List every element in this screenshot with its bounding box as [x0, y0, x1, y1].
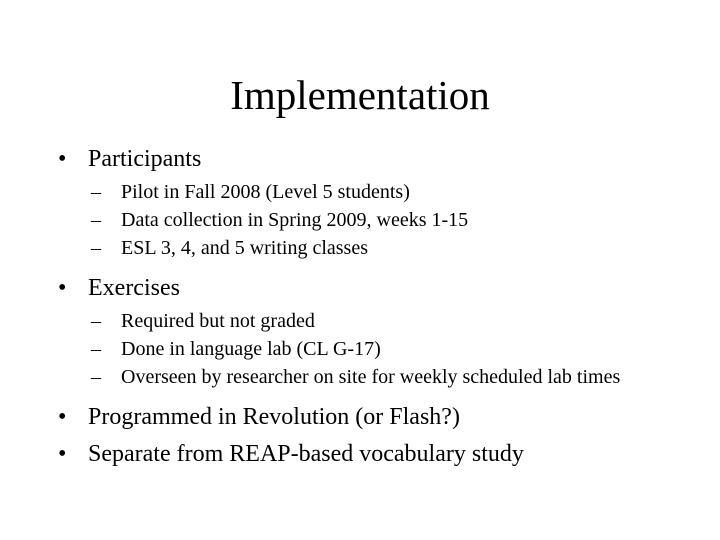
exercises-subitems — [58, 307, 698, 391]
bullet-marker: • — [58, 404, 67, 430]
sub-marker: – — [91, 209, 101, 231]
bullet-marker: • — [58, 441, 67, 467]
bullet-programmed — [58, 399, 698, 436]
sub-marker: – — [91, 338, 101, 360]
sub-item — [58, 307, 698, 335]
sub-marker: – — [91, 237, 101, 259]
sub-item-text: ESL 3, 4, and 5 writing classes — [121, 237, 369, 259]
bullet-label: Separate from REAP-based vocabulary study — [88, 441, 524, 467]
bullet-exercises — [58, 270, 698, 307]
bullet-marker: • — [58, 146, 67, 172]
bullet-label: Participants — [88, 146, 202, 172]
participants-subitems — [58, 178, 698, 262]
sub-item-text: Required but not graded — [121, 310, 315, 332]
sub-item — [58, 363, 698, 391]
sub-item-text: Data collection in Spring 2009, weeks 1-15 — [121, 209, 469, 231]
bullet-separate — [58, 436, 698, 473]
bullet-participants — [58, 141, 698, 178]
sub-marker: – — [91, 181, 101, 203]
bullet-marker: • — [58, 275, 67, 301]
sub-item — [58, 178, 698, 206]
sub-item — [58, 206, 698, 234]
bullet-label: Exercises — [88, 275, 180, 301]
sub-item — [58, 234, 698, 262]
slide-content — [58, 141, 698, 473]
sub-item-text: Pilot in Fall 2008 (Level 5 students) — [121, 181, 410, 203]
sub-item — [58, 335, 698, 363]
sub-marker: – — [91, 310, 101, 332]
sub-item-text: Done in language lab (CL G-17) — [121, 338, 381, 360]
slide-title: Implementation — [230, 72, 490, 118]
bullet-label: Programmed in Revolution (or Flash?) — [88, 404, 460, 430]
sub-marker: – — [91, 366, 101, 388]
sub-item-text: Overseen by researcher on site for weekly scheduled lab times — [121, 366, 621, 388]
